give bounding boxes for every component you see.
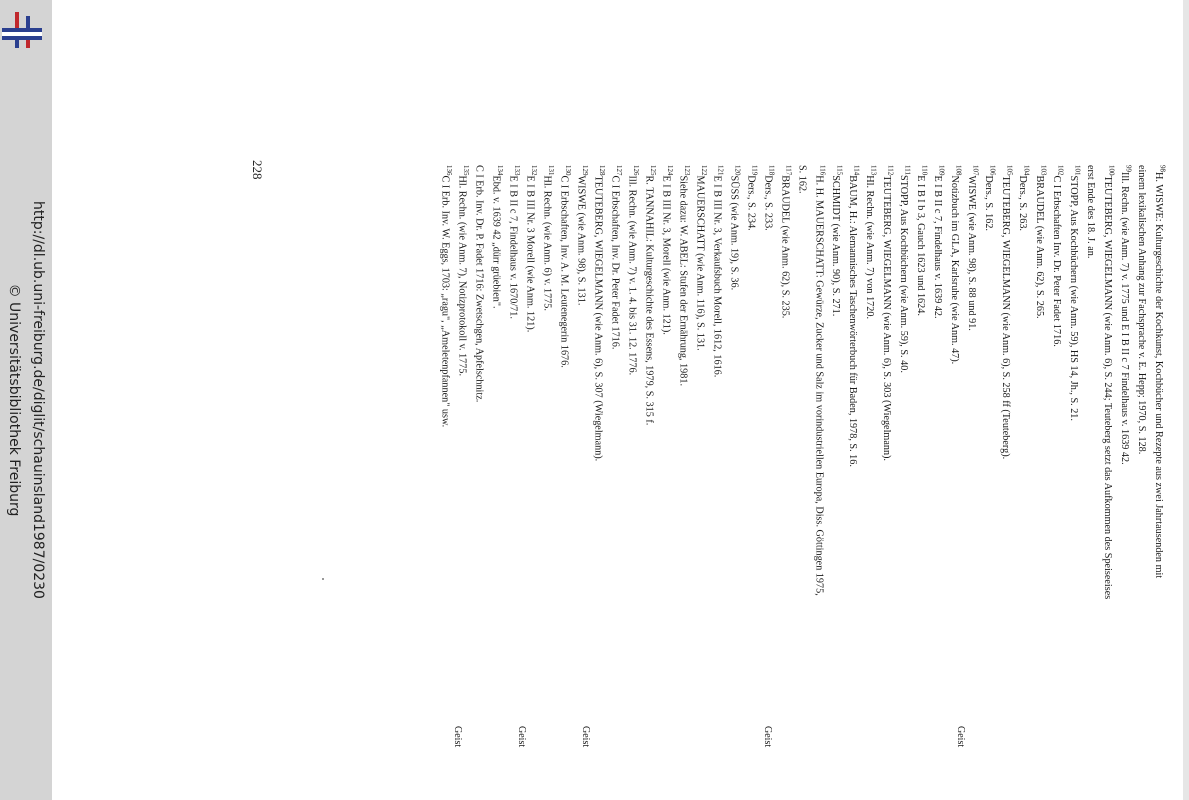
footnote (914, 165, 931, 760)
note-text: TEUTEBERG, WIEGELMANN (wie Anm. 6), S. 244; Teuteberg setzt das Aufkommen des Speiseeises (1101, 175, 1113, 600)
footnote (1066, 165, 1083, 760)
note-text: Hl. Rechn. (wie Anm. 7) von 1720. (864, 175, 876, 319)
footnote (455, 165, 472, 760)
university-logo-icon (2, 10, 42, 48)
note-number: 108 (954, 165, 963, 176)
footnote (897, 165, 914, 760)
note-text: SÜSS (wie Anm. 19), S. 36. (728, 175, 740, 291)
note-text: C I Erbschaften, Inv. A. M. Leutenegerin 1676. (558, 175, 570, 368)
footnote (710, 165, 727, 760)
note-text: BRAUDEL (wie Anm. 62), S. 265. (1034, 175, 1046, 319)
footnote (1049, 165, 1066, 760)
note-text: Ders., S. 234. (745, 175, 757, 231)
footnote (948, 165, 965, 760)
footnote (982, 165, 999, 760)
note-text: Ders., S. 263. (1017, 175, 1029, 231)
note-text: TEUTEBERG, WIEGELMANN (wie Anm. 6), S. 303 (Wiegelmann). (881, 175, 893, 461)
note-text: Hl. Rechn. (wie Anm. 6) v. 1775. (541, 175, 553, 311)
note-text: E I B II c 7, Findelhaus v. 1670/71. (507, 175, 519, 319)
footnote (761, 165, 778, 760)
note-text: TEUTEBERG, WIEGELMANN (wie Anm. 6), S. 307 (Wiegelmann). (592, 175, 604, 462)
note-number: 133 (512, 165, 521, 176)
running-head: Geist (452, 726, 463, 748)
note-number: 123 (682, 165, 691, 176)
footnote (676, 165, 693, 760)
footnote (574, 165, 591, 760)
note-number: 110 (920, 165, 929, 176)
page-number: 228 (250, 160, 265, 180)
note-text: BRAUDEL (wie Anm. 62), S. 235. (779, 175, 791, 319)
copyright-text: © Universitätsbibliothek Freiburg (6, 283, 22, 517)
scroll-edge (1183, 0, 1189, 800)
note-number: 118 (767, 165, 776, 176)
note-number: 132 (529, 165, 538, 176)
note-number: 131 (546, 165, 555, 176)
note-number: 120 (733, 165, 742, 176)
note-text: Siehe dazu: W. ABEL: Stufen der Ernährung, 1981. (677, 175, 689, 387)
note-number: 135 (461, 165, 470, 176)
note-number: 121 (716, 165, 725, 176)
footnote (591, 165, 608, 760)
footnote (1032, 165, 1049, 760)
running-head: Geist (762, 726, 773, 748)
note-number: 100 (1107, 165, 1116, 176)
note-number: 125 (648, 165, 657, 176)
note-number: 105 (1005, 165, 1014, 176)
note-text: STOPP, Aus Kochbüchern (wie Anm. 59), HS 14, Jh., S. 21. (1068, 175, 1080, 421)
footnote (744, 165, 761, 760)
note-number: 126 (631, 165, 640, 176)
note-text: E I B III Nr. 3, Verkaufsbuch Morell, 1612, 1616. (711, 175, 723, 378)
scan-speck (322, 578, 324, 580)
footnote (642, 165, 659, 760)
footnote (812, 165, 829, 760)
footnote (557, 165, 574, 760)
note-text: WISWE (wie Anm. 98), S. 131. (575, 175, 587, 306)
note-number: 103 (1039, 165, 1048, 176)
footnote (965, 165, 982, 760)
note-text: C I Erbschaften Inv. Dr. Peter Fadet 1716. (1051, 175, 1063, 347)
footnote (846, 165, 863, 760)
footnotes (438, 165, 1168, 760)
note-text: Notizbuch im GLA, Karlsruhe (wie Anm. 47). (949, 175, 961, 365)
note-number: 127 (614, 165, 623, 176)
footnote (523, 165, 540, 760)
footnote (727, 165, 744, 760)
note-number: 130 (563, 165, 572, 176)
footnote (778, 165, 795, 760)
footnote (1134, 165, 1151, 760)
note-text: Ders., S. 162. (983, 175, 995, 231)
footnote (489, 165, 506, 760)
note-number: 104 (1022, 165, 1031, 176)
note-number: 116 (818, 165, 827, 176)
footnote (1015, 165, 1032, 760)
note-text: S. 162. (796, 165, 808, 194)
note-number: 124 (665, 165, 674, 176)
note-text: E I B III Nr. 3, Morell (wie Anm. 121). (660, 175, 672, 335)
footnote (608, 165, 625, 760)
footnote (863, 165, 880, 760)
note-number: 111 (903, 165, 912, 175)
note-text: einem lexikalischen Anhang zur Fachsprache v. E. Hepp; 1970, S. 128. (1135, 165, 1147, 455)
note-text: E I B III Nr. 3 Morell (wie Anm. 121). (524, 175, 536, 333)
footnote (438, 165, 455, 760)
note-number: 102 (1056, 165, 1065, 176)
note-number: 134 (495, 165, 504, 176)
running-head: Geist (580, 726, 591, 748)
note-text: Ill. Rechn. (wie Anm. 7) v. 1. 4. bis 31. 12. 1776. (626, 175, 638, 376)
footnote (625, 165, 642, 760)
footnote (506, 165, 523, 760)
note-number: 99 (1124, 165, 1133, 172)
footnote (1151, 165, 1168, 760)
note-number: 128 (597, 165, 606, 176)
note-number: 114 (852, 165, 861, 176)
footnote (659, 165, 676, 760)
footnote (472, 165, 489, 760)
note-text: WISWE (wie Anm. 98), S. 88 und 91. (966, 175, 978, 331)
note-text: E I B I b 3, Gauch 1623 und 1624. (915, 175, 927, 316)
footnote (1083, 165, 1100, 760)
note-text: MAUERSCHATT (wie Anm. 116), S. 131. (694, 175, 706, 351)
sidebar (0, 0, 52, 800)
note-text: SCHMIDT (wie Anm. 90), S. 271. (830, 175, 842, 317)
running-head: Geist (516, 726, 527, 748)
note-number: 98 (1158, 165, 1167, 172)
note-number: 113 (869, 165, 878, 176)
note-number: 101 (1073, 165, 1082, 176)
sidebar-caption (2, 201, 50, 599)
note-text: R. TANNAHIL: Kulturgeschichte des Essens, 1979, S. 315 f. (643, 175, 655, 426)
note-number: 117 (784, 165, 793, 176)
source-url-link[interactable]: http://dl.ub.uni-freiburg.de/diglit/schauinsland1987/0230 (30, 201, 46, 599)
note-text: H. WISWE: Kulturgeschichte der Kochkunst, Kochbücher und Rezepte aus zwei Jahrtausenden mit (1152, 172, 1164, 579)
footnote (998, 165, 1015, 760)
note-text: TEUTEBERG, WIEGELMANN (wie Anm. 6), S. 258 ff (Teuteberg). (1000, 175, 1012, 460)
note-number: 129 (580, 165, 589, 176)
note-text: Ill. Rechn. (wie Anm. 7) v. 1775 und E I B II c 7 Findelhaus v. 1639 42. (1118, 172, 1130, 465)
footnote (795, 165, 812, 760)
footnote (829, 165, 846, 760)
note-number: 112 (886, 165, 895, 176)
footnote (931, 165, 948, 760)
note-number: 106 (988, 165, 997, 176)
note-text: Ders., S. 233. (762, 175, 774, 231)
footnote (880, 165, 897, 760)
note-text: C I Erb. Inv. Dr. P. Fadet 1716: Zwetschgen, Apfelschnitz. (473, 165, 485, 403)
running-head: Geist (955, 726, 966, 748)
note-text: E I B II c 7, Findelhaus v. 1639 42. (932, 175, 944, 319)
note-text: Hl. Rechn. (wie Anm. 7), Notizprotokoll v. 1775. (456, 175, 468, 377)
note-text: C I Erb. Inv. W. Eggs, 1703: „ragu", „Ameletenpfannen" usw. (439, 175, 451, 428)
note-number: 119 (750, 165, 759, 176)
note-text: STOPP, Aus Kochbüchern (wie Anm. 59), S. 40. (898, 174, 910, 373)
note-number: 136 (444, 165, 453, 176)
note-number: 122 (699, 165, 708, 176)
note-text: erst Ende des 18. J. an. (1085, 165, 1096, 259)
note-number: 109 (937, 165, 946, 176)
note-text: Ebd. v. 1639 42 „dürr grüebien". (490, 175, 502, 309)
note-text: H. H. MAUERSCHATT: Gewürze, Zucker und Salz im vorindustriellen Europa, Diss. Göttingen 1975, (813, 175, 825, 596)
footnote (540, 165, 557, 760)
note-text: C I Erbschaften, Inv. Dr. Peter Fadet 1716. (609, 175, 621, 350)
footnote (1100, 165, 1117, 760)
note-text: BAUM, H.: Alemannisches Taschenwörterbuch für Baden, 1978, S. 16. (847, 175, 859, 467)
footnote (1117, 165, 1134, 760)
note-number: 115 (835, 165, 844, 176)
note-number: 107 (971, 165, 980, 176)
footnote (693, 165, 710, 760)
